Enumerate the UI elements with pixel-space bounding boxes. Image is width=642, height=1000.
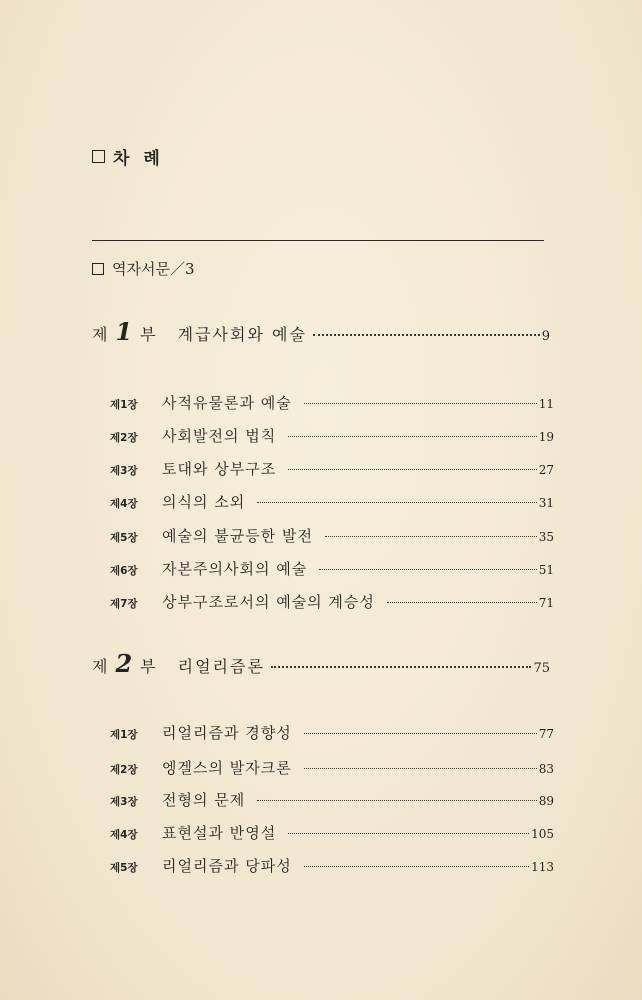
- chapter-page: 27: [538, 463, 554, 477]
- chapter-title: 리얼리즘과 경향성: [162, 724, 292, 742]
- dot-leader: [288, 469, 537, 470]
- part-page: 75: [533, 661, 550, 676]
- dot-leader: [288, 833, 529, 834]
- dot-leader: [288, 436, 537, 437]
- part-number: 2: [115, 649, 133, 678]
- dot-leader: [304, 768, 537, 769]
- dot-leader: [304, 733, 537, 734]
- chapter-title: 의식의 소외: [162, 493, 246, 511]
- part-prefix: 제: [92, 325, 110, 344]
- chapter-title: 사회발전의 법칙: [162, 427, 277, 445]
- square-bullet-icon: [92, 150, 105, 163]
- chapter-label: 제3장: [110, 465, 138, 477]
- chapter-title: 예술의 불균등한 발전: [162, 527, 313, 545]
- chapter-page: 31: [538, 496, 554, 510]
- chapter-entry[interactable]: [110, 789, 554, 810]
- part-title: 리얼리즘론: [177, 657, 265, 676]
- chapter-entry[interactable]: [110, 425, 554, 446]
- dot-leader: [304, 866, 529, 867]
- chapter-label: 제1장: [110, 729, 138, 741]
- dot-leader: [271, 666, 532, 668]
- part-entry[interactable]: [92, 317, 550, 346]
- chapter-page: 35: [538, 530, 554, 544]
- chapter-title: 자본주의사회의 예술: [162, 560, 308, 578]
- chapter-label: 제4장: [110, 498, 138, 510]
- preface-entry[interactable]: [92, 258, 195, 279]
- chapter-page: 113: [531, 860, 554, 874]
- part-suffix: 부: [140, 325, 156, 344]
- chapter-label: 제5장: [110, 862, 138, 874]
- toc-heading: [92, 144, 164, 169]
- chapter-entry[interactable]: [110, 722, 554, 743]
- chapter-page: 11: [538, 397, 554, 411]
- chapter-entry[interactable]: [110, 392, 554, 413]
- chapter-title: 표현설과 반영설: [162, 824, 277, 842]
- chapter-entry[interactable]: [110, 491, 554, 512]
- dot-leader: [304, 403, 537, 404]
- chapter-label: 제2장: [110, 432, 138, 444]
- dot-leader: [257, 502, 537, 503]
- dot-leader: [313, 334, 540, 336]
- chapter-entry[interactable]: [110, 822, 554, 843]
- chapter-label: 제4장: [110, 829, 138, 841]
- chapter-title: 리얼리즘과 당파성: [162, 857, 292, 875]
- part-page: 9: [541, 329, 550, 344]
- chapter-label: 제5장: [110, 532, 138, 544]
- divider-rule: [92, 240, 544, 241]
- chapter-page: 77: [538, 727, 554, 741]
- chapter-label: 제2장: [110, 764, 138, 776]
- part-number: 1: [115, 317, 133, 346]
- dot-leader: [325, 536, 537, 537]
- chapter-title: 토대와 상부구조: [162, 460, 277, 478]
- chapter-label: 제7장: [110, 598, 138, 610]
- dot-leader: [319, 569, 537, 570]
- chapter-entry[interactable]: [110, 855, 554, 876]
- toc-heading-text: 차 례: [113, 149, 164, 169]
- part-title: 계급사회와 예술: [177, 325, 307, 344]
- chapter-entry[interactable]: [110, 458, 554, 479]
- chapter-page: 105: [531, 827, 554, 841]
- chapter-entry[interactable]: [110, 757, 554, 778]
- chapter-page: 83: [538, 762, 554, 776]
- chapter-title: 엥겔스의 발자크론: [162, 759, 292, 777]
- part-prefix: 제: [92, 657, 110, 676]
- part-entry[interactable]: [92, 649, 550, 678]
- dot-leader: [387, 602, 537, 603]
- chapter-title: 전형의 문제: [162, 791, 246, 809]
- chapter-page: 71: [538, 596, 554, 610]
- chapter-label: 제6장: [110, 565, 138, 577]
- chapter-title: 상부구조로서의 예술의 계승성: [162, 593, 375, 611]
- chapter-entry[interactable]: [110, 591, 554, 612]
- chapter-entry[interactable]: [110, 525, 554, 546]
- chapter-label: 제3장: [110, 796, 138, 808]
- chapter-page: 89: [538, 794, 554, 808]
- chapter-label: 제1장: [110, 399, 138, 411]
- chapter-page: 19: [538, 430, 554, 444]
- dot-leader: [257, 800, 537, 801]
- chapter-entry[interactable]: [110, 558, 554, 579]
- chapter-title: 사적유물론과 예술: [162, 394, 292, 412]
- chapter-page: 51: [538, 563, 554, 577]
- square-bullet-icon: [92, 263, 104, 275]
- preface-text: 역자서문／3: [112, 260, 195, 278]
- part-suffix: 부: [140, 657, 156, 676]
